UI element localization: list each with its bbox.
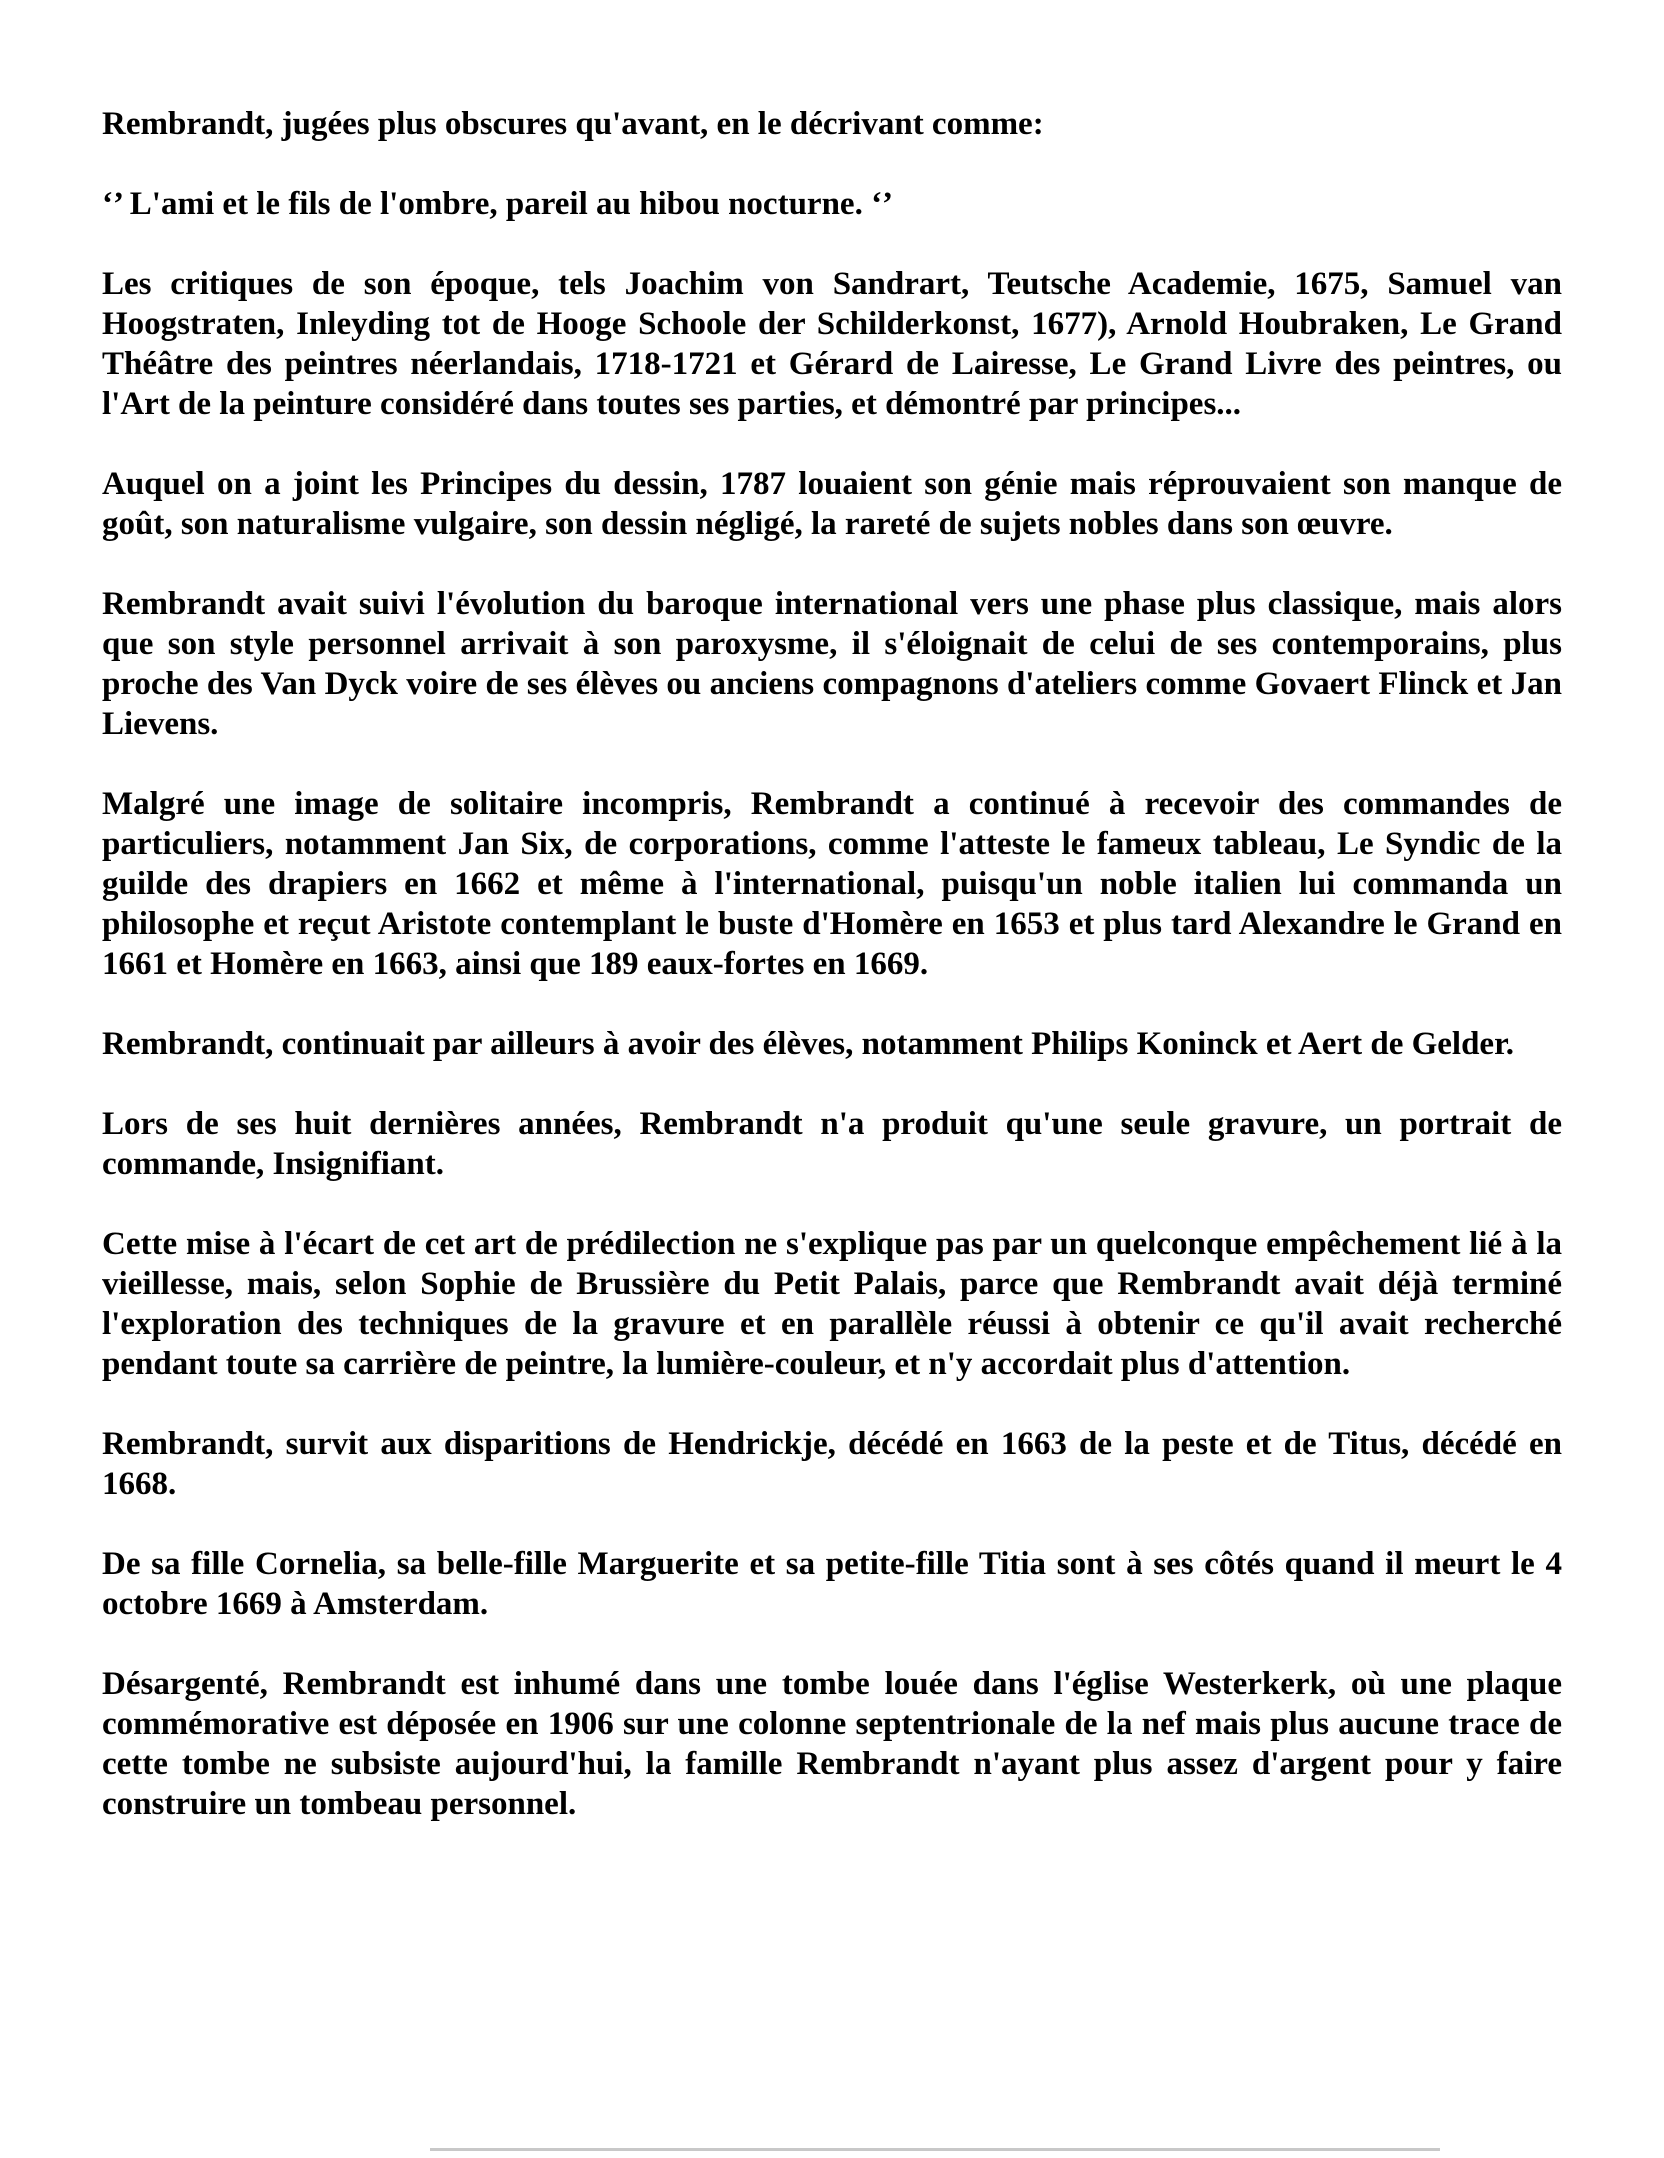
paragraph-family: De sa fille Cornelia, sa belle-fille Marguerite et sa petite-fille Titia sont à ses côtés quand il meurt le 4 octobre 1669 à Amsterdam.	[102, 1546, 1562, 1622]
paragraph-burial: Désargenté, Rembrandt est inhumé dans une tombe louée dans l'église Westerkerk, où une plaque commémorative est déposée en 1906 sur une colonne septentrionale de la nef mais plus aucune trace de cette tombe ne subsiste aujourd'hui, la famille Rembrandt n'ayant plus assez d'argent pour y faire construire un tombeau personnel.	[102, 1666, 1562, 1822]
paragraph-commissions: Malgré une image de solitaire incompris, Rembrandt a continué à recevoir des commandes de particuliers, notamment Jan Six, de corporations, comme l'atteste le fameux tableau, Le Syndic de la guilde des drapiers en 1662 et même à l'international, puisqu'un noble italien lui commanda un philosophe et reçut Aristote contemplant le buste d'Homère en 1653 et plus tard Alexandre le Grand en 1661 et Homère en 1663, ainsi que 189 eaux-fortes en 1669.	[102, 786, 1562, 982]
paragraph-baroque: Rembrandt avait suivi l'évolution du baroque international vers une phase plus classique, mais alors que son style personnel arrivait à son paroxysme, il s'éloignait de celui de ses contemporains, plus proche des Van Dyck voire de ses élèves ou anciens compagnons d'ateliers comme Govaert Flinck et Jan Lievens.	[102, 586, 1562, 742]
paragraph-critics: Les critiques de son époque, tels Joachim von Sandrart, Teutsche Academie, 1675, Samuel van Hoogstraten, Inleyding tot de Hooge Schoole der Schilderkonst, 1677), Arnold Houbraken, Le Grand Théâtre des peintres néerlandais, 1718-1721 et Gérard de Lairesse, Le Grand Livre des peintres, ou l'Art de la peinture considéré dans toutes ses parties, et démontré par principes...	[102, 266, 1562, 422]
paragraph-principes: Auquel on a joint les Principes du dessin, 1787 louaient son génie mais réprouvaient son manque de goût, son naturalisme vulgaire, son dessin négligé, la rareté de sujets nobles dans son œuvre.	[102, 466, 1562, 542]
document-page	[102, 104, 1562, 1824]
paragraph-quote: ‘’ L'ami et le fils de l'ombre, pareil au hibou nocturne. ‘’	[102, 186, 894, 222]
paragraph-students: Rembrandt, continuait par ailleurs à avoir des élèves, notamment Philips Koninck et Aert de Gelder.	[102, 1026, 1514, 1062]
paragraph-engraving: Cette mise à l'écart de cet art de prédilection ne s'explique pas par un quelconque empêchement lié à la vieillesse, mais, selon Sophie de Brussière du Petit Palais, parce que Rembrandt avait déjà terminé l'exploration des techniques de la gravure et en parallèle réussi à obtenir ce qu'il avait recherché pendant toute sa carrière de peintre, la lumière-couleur, et n'y accordait plus d'attention.	[102, 1226, 1562, 1382]
paragraph-intro: Rembrandt, jugées plus obscures qu'avant, en le décrivant comme:	[102, 106, 1044, 142]
page-bottom-rule	[430, 2148, 1440, 2151]
paragraph-deaths: Rembrandt, survit aux disparitions de Hendrickje, décédé en 1663 de la peste et de Titus, décédé en 1668.	[102, 1426, 1562, 1502]
paragraph-last-years: Lors de ses huit dernières années, Rembrandt n'a produit qu'une seule gravure, un portrait de commande, Insignifiant.	[102, 1106, 1562, 1182]
